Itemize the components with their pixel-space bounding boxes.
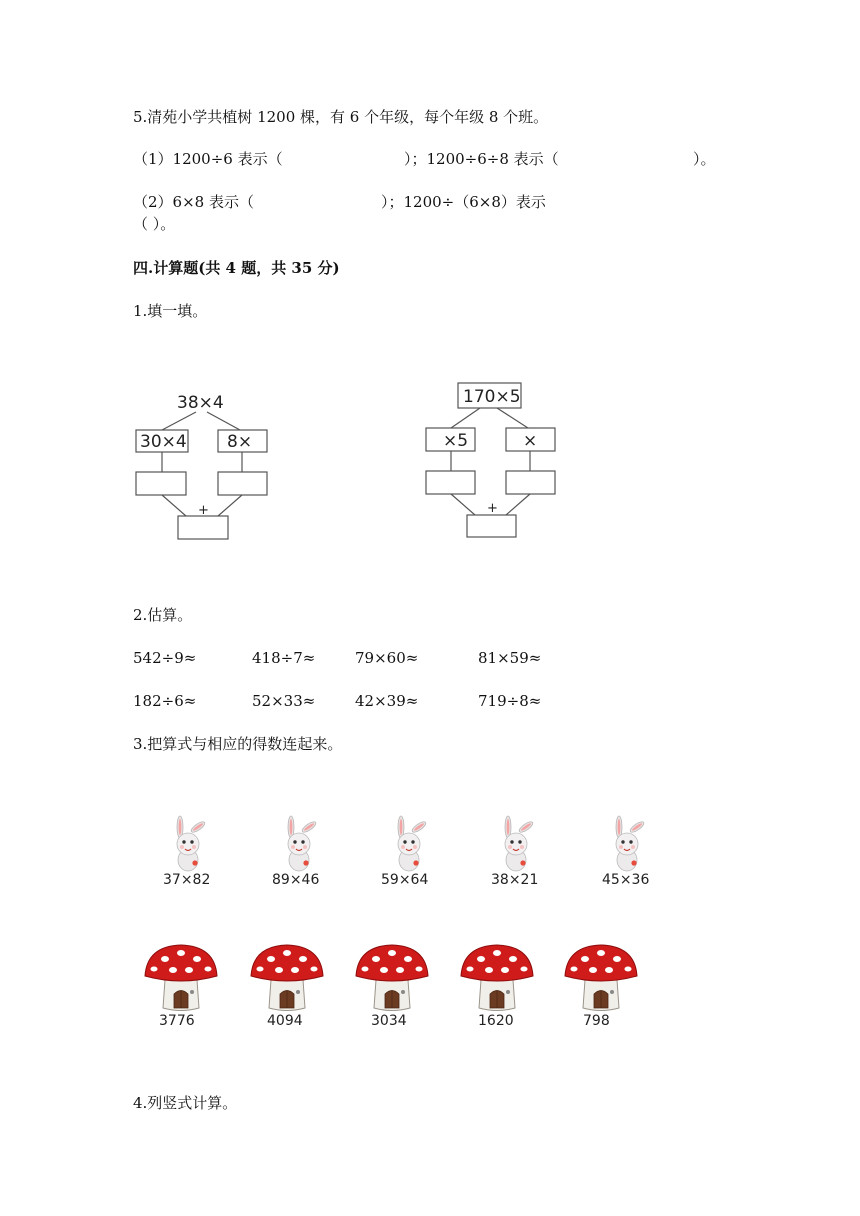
rabbit-icon [608, 815, 648, 871]
estimate-item: 42×39≈ [355, 692, 419, 710]
result-label: 3034 [371, 1013, 407, 1029]
q5-line1-part3: ）。 [693, 150, 716, 168]
calc-3-title: 3.把算式与相应的得数连起来。 [133, 735, 343, 753]
tree2-plus: + [487, 501, 498, 516]
mushroom-house-icon [354, 942, 430, 1012]
tree1-right-label: 8× [227, 432, 253, 452]
rabbit-icon [390, 815, 430, 871]
expression-label: 37×82 [163, 872, 211, 888]
rabbit-icon [280, 815, 320, 871]
tree2-left-answer-box [426, 471, 475, 494]
estimate-item: 52×33≈ [252, 692, 316, 710]
mushroom-house-icon [459, 942, 535, 1012]
tree2-sum-box [467, 515, 516, 537]
estimate-item: 79×60≈ [355, 649, 419, 667]
q5-line3: （ ）。 [133, 215, 176, 233]
expression-label: 59×64 [381, 872, 429, 888]
result-label: 3776 [159, 1013, 195, 1029]
calc-4-title: 4.列竖式计算。 [133, 1094, 238, 1112]
rabbit-icon [169, 815, 209, 871]
estimate-item: 418÷7≈ [252, 649, 316, 667]
q5-line2-part1: （2）6×8 表示（ [133, 193, 254, 211]
calc-2-title: 2.估算。 [133, 606, 193, 624]
expression-label: 38×21 [491, 872, 539, 888]
question-5-title: 5.清苑小学共植树 1200 棵，有 6 个年级，每个年级 8 个班。 [133, 108, 549, 126]
tree2-left-label: ×5 [443, 431, 469, 451]
estimate-item: 182÷6≈ [133, 692, 197, 710]
tree2-top-label: 170×5 [463, 387, 521, 407]
expression-label: 89×46 [272, 872, 320, 888]
q5-line2-part2: ）；1200÷（6×8）表示 [381, 193, 546, 211]
estimate-item: 719÷8≈ [478, 692, 542, 710]
section-heading: 四.计算题(共 4 题，共 35 分) [133, 259, 340, 277]
result-label: 798 [583, 1013, 610, 1029]
mushroom-house-icon [563, 942, 639, 1012]
result-label: 4094 [267, 1013, 303, 1029]
estimate-item: 542÷9≈ [133, 649, 197, 667]
rabbit-icon [497, 815, 537, 871]
result-label: 1620 [478, 1013, 514, 1029]
q5-line1-part2: ）；1200÷6÷8 表示（ [404, 150, 559, 168]
estimate-item: 81×59≈ [478, 649, 542, 667]
expression-label: 45×36 [602, 872, 650, 888]
calc-1-title: 1.填一填。 [133, 302, 208, 320]
mushroom-house-icon [143, 942, 219, 1012]
tree1-top-label: 38×4 [177, 393, 224, 413]
tree1-plus: + [198, 503, 209, 518]
tree2-right-answer-box [506, 471, 555, 494]
tree1-left-label: 30×4 [140, 432, 187, 452]
mushroom-house-icon [249, 942, 325, 1012]
q5-line1-part1: （1）1200÷6 表示（ [133, 150, 283, 168]
tree2-right-label: × [523, 431, 538, 451]
